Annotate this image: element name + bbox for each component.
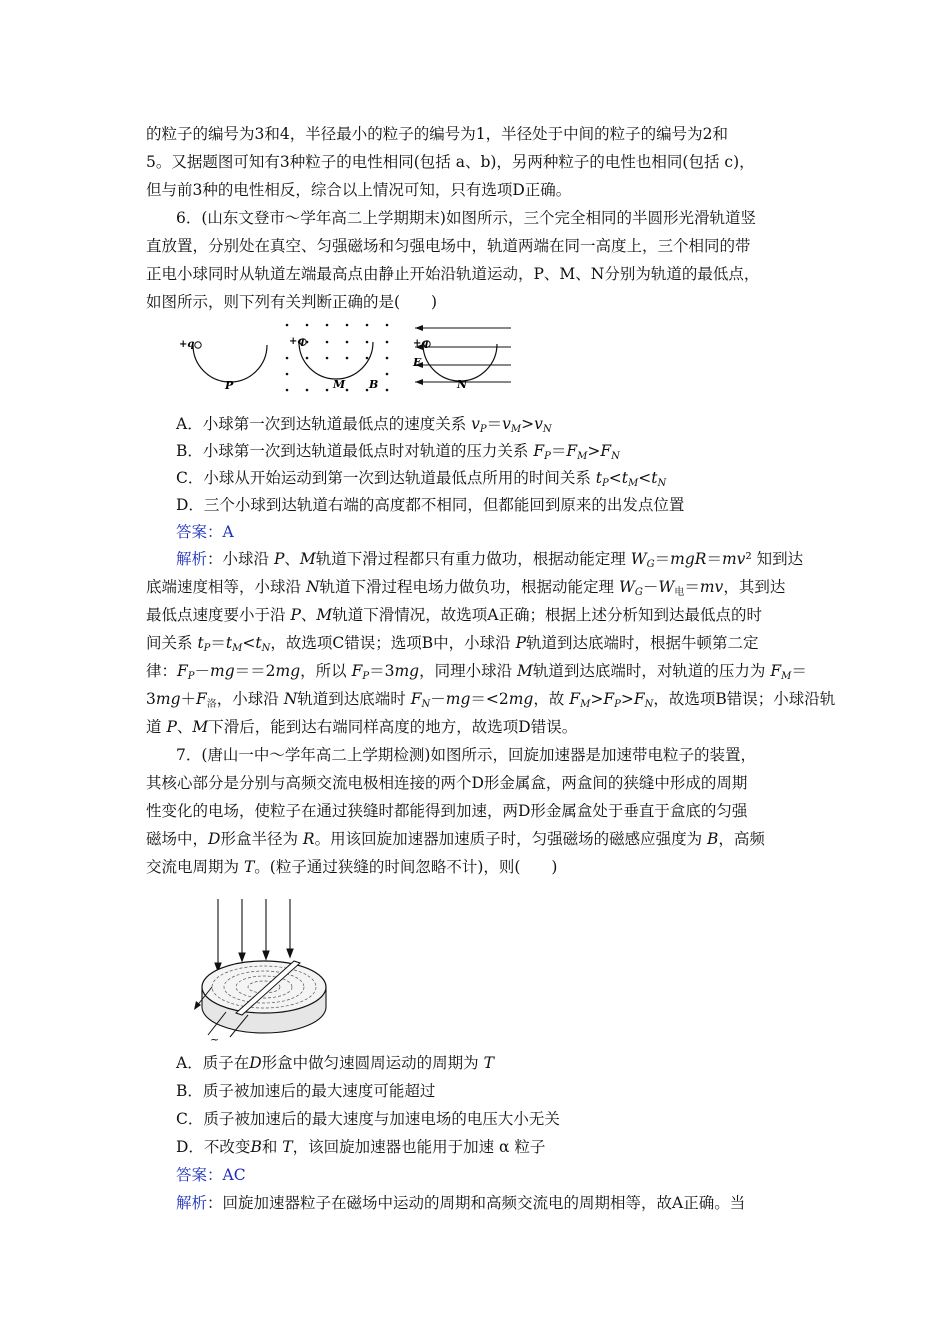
text-line: 5。又据题图可知有3种粒子的电性相同(包括 a、b)，另两种粒子的电性也相同(包括 c)， (146, 153, 755, 171)
track-vacuum (193, 345, 267, 382)
option-d: D．三个小球到达轨道右端的高度都不相同，但都能回到原来的出发点位置 (176, 496, 685, 514)
text-line: 律：$F_P-mg==2mg$，所以 $F_P=3mg$，同理小球沿 M轨道到达底端时，对轨道的压力为 $F_M=$ (146, 662, 807, 682)
label-e: E (413, 356, 422, 369)
ac-source-symbol: ~ (210, 1033, 220, 1045)
question-6-stem: 6．(山东文登市～学年高二上学期期末)如图所示，三个完全相同的半圆形光滑轨道竖 (176, 209, 756, 227)
text-line: 底端速度相等，小球沿 N轨道下滑过程电场力做负功，根据动能定理 $W_G-W_电=mv$，其到达 (146, 578, 786, 598)
option-d: D．不改变B和 T，该回旋加速器也能用于加速 α 粒子 (176, 1138, 546, 1156)
text-line: 交流电周期为 T。(粒子通过狭缝的时间忽略不计)，则( ) (146, 858, 558, 876)
track-magnetic (299, 342, 373, 379)
question-7-stem: 7．(唐山一中～学年高二上学期检测)如图所示，回旋加速器是加速带电粒子的装置， (176, 746, 756, 764)
text-line: 性变化的电场，使粒子在通过狭缝时都能得到加速，两D形金属盒处于垂直于盒底的匀强 (146, 802, 748, 820)
text-line: 道 P、M下滑后，能到达右端同样高度的地方，故选项D错误。 (146, 718, 578, 736)
text-line: 磁场中，D形盒半径为 R。用该回旋加速器加速质子时，匀强磁场的磁感应强度为 B，高频 (146, 830, 765, 848)
charge-label: +q (289, 336, 305, 347)
text-line: 的粒子的编号为3和4，半径最小的粒子的编号为1，半径处于中间的粒子的编号为2和 (146, 125, 728, 143)
text-line: $3mg+F_洛$，小球沿 N轨道到达底端时 $F_N-mg=<2mg$，故 $F_M>F_P>F_N$，故选项B错误；小球沿轨 (146, 690, 836, 710)
option-c: C．质子被加速后的最大速度与加速电场的电压大小无关 (176, 1110, 560, 1128)
text-line: 但与前3种的电性相反，综合以上情况可知，只有选项D正确。 (146, 181, 572, 199)
option-b: B．质子被加速后的最大速度可能超过 (176, 1082, 436, 1100)
cyclotron-figure (190, 895, 340, 1045)
option-a: A．质子在D形盒中做匀速圆周运动的周期为 T (176, 1054, 494, 1072)
option-c: C．小球从开始运动到第一次到达轨道最低点所用的时间关系 $t_P<t_M<t_N$ (176, 469, 667, 489)
text-line: 正电小球同时从轨道左端最高点由静止开始沿轨道运动，P、M、N分别为轨道的最低点， (146, 265, 760, 283)
option-a: A．小球第一次到达轨道最低点的速度关系 $v_P=v_M>v_N$ (176, 415, 552, 435)
text-line: 最低点速度要小于沿 P、M轨道下滑情况，故选项A正确；根据上述分析知到达最低点的时 (146, 606, 762, 624)
label-m: M (333, 378, 346, 391)
label-p: P (225, 379, 234, 392)
charge-label: +q (413, 338, 429, 349)
label-b: B (369, 378, 379, 391)
answer-7: 答案：AC (176, 1166, 246, 1184)
track-electric (423, 344, 497, 381)
track-figure (175, 322, 515, 394)
charge-label: +q (179, 339, 195, 350)
label-n: N (457, 378, 468, 391)
text-line: 其核心部分是分别与高频交流电极相连接的两个D形金属盒，两盒间的狭缝中形成的周期 (146, 774, 748, 792)
answer-6: 答案：A (176, 523, 234, 541)
electric-field-lines (415, 328, 511, 382)
option-b: B．小球第一次到达轨道最低点时对轨道的压力关系 $F_P=F_M>F_N$ (176, 442, 620, 462)
text-line: 间关系 $t_P=t_M<t_N$，故选项C错误；选项B中，小球沿 P轨道到达底端时，根据牛顿第二定 (146, 634, 759, 654)
explanation-6: 解析：小球沿 P、M轨道下滑过程都只有重力做功，根据动能定理 $W_G=mgR=mv^2$ 知到达 (176, 550, 804, 570)
text-line: 如图所示，则下列有关判断正确的是( ) (146, 293, 438, 311)
explanation-7: 解析：回旋加速器粒子在磁场中运动的周期和高频交流电的周期相等，故A正确。当 (176, 1194, 746, 1212)
text-line: 直放置，分别处在真空、匀强磁场和匀强电场中，轨道两端在同一高度上，三个相同的带 (146, 237, 751, 255)
